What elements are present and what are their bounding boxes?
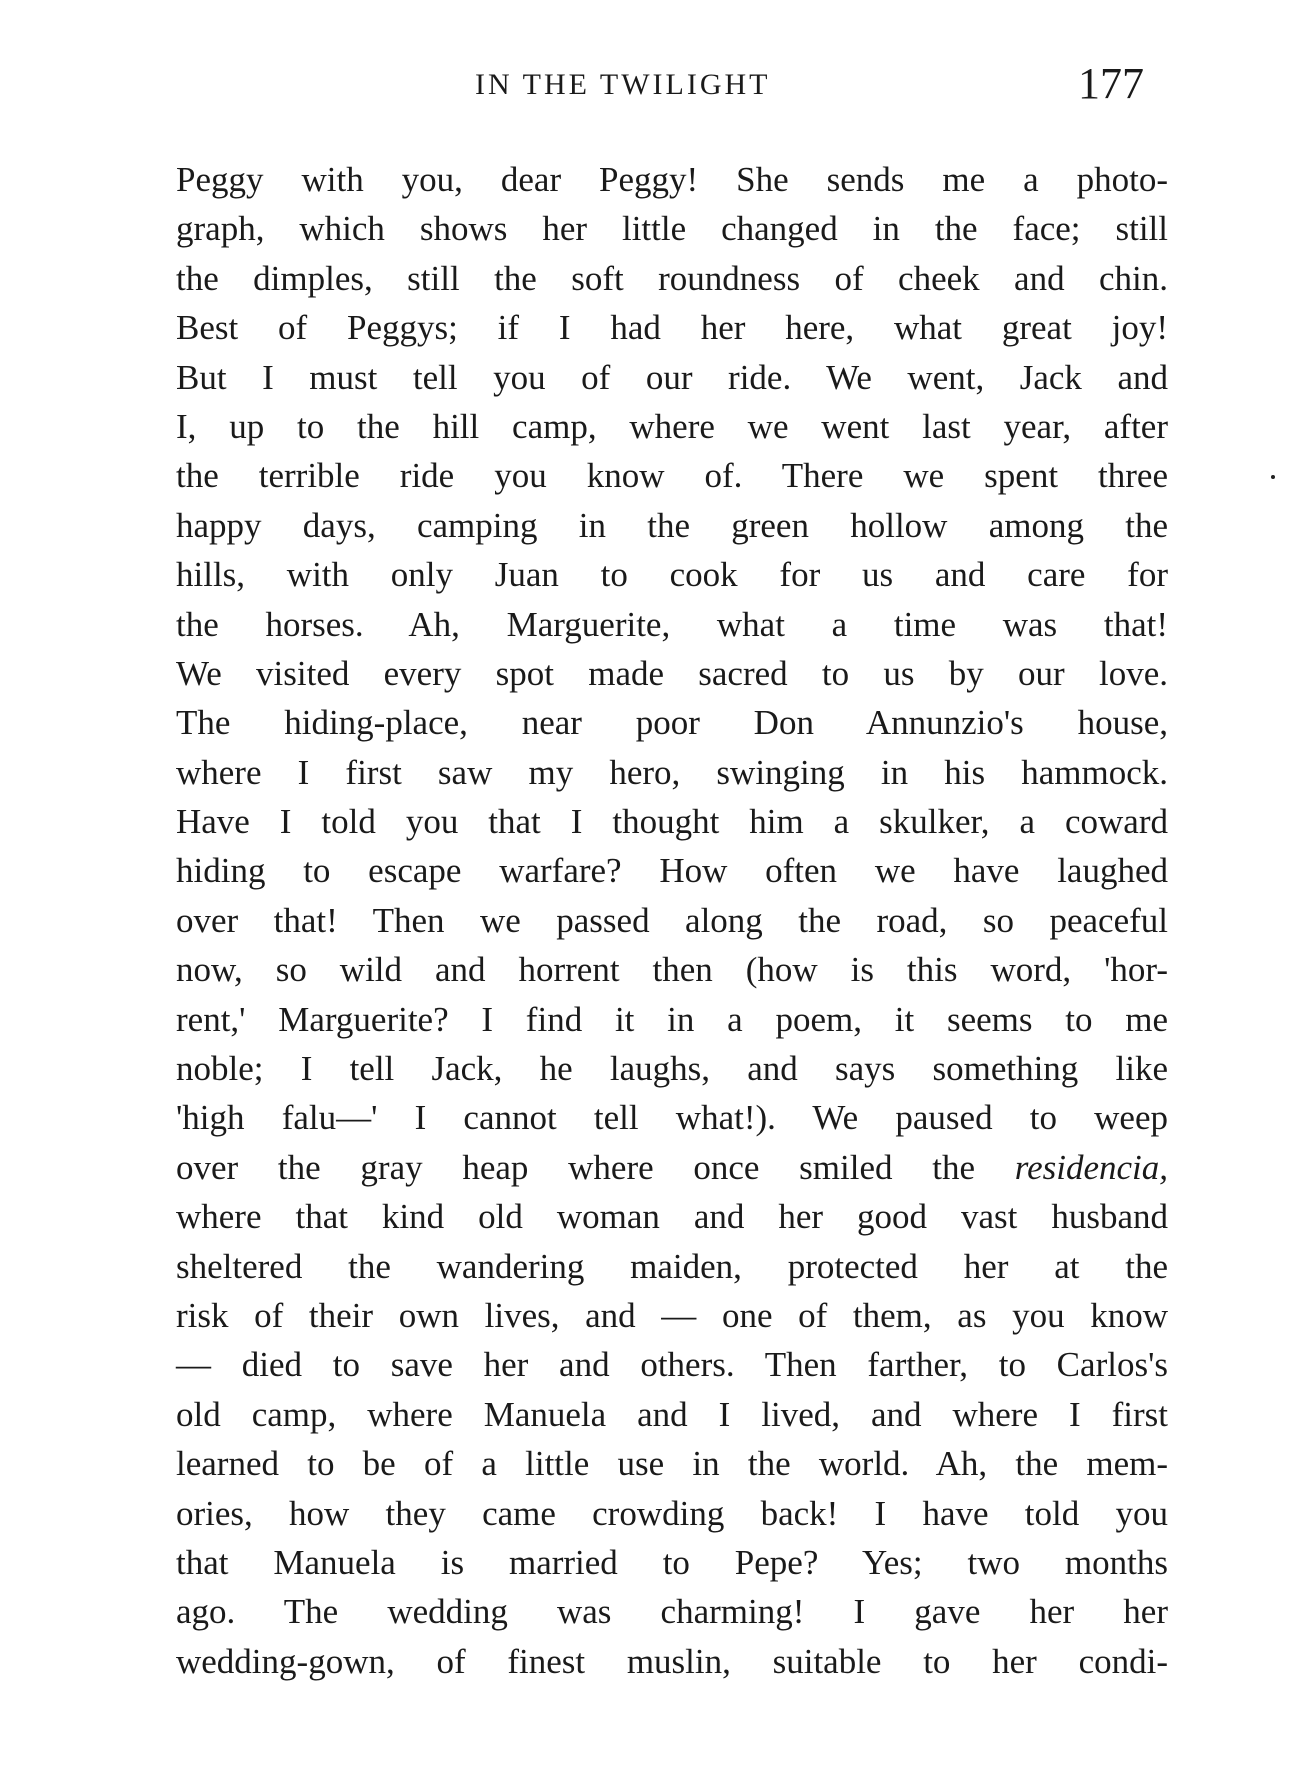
text-line: But I must tell you of our ride. We went, Jack and xyxy=(176,357,1168,397)
text-line: 'high falu—' I cannot tell what!). We paused to weep xyxy=(176,1098,1168,1138)
text-line: that Manuela is married to Pepe? Yes; two months xyxy=(176,1542,1168,1582)
text-segment: over the gray heap where once smiled the xyxy=(176,1147,1015,1187)
text-line: hills, with only Juan to cook for us and care for xyxy=(176,555,1168,595)
running-title: IN THE TWILIGHT xyxy=(475,68,771,101)
text-line: noble; I tell Jack, he laughs, and says something like xyxy=(176,1049,1168,1089)
ink-speck xyxy=(1271,475,1275,479)
text-line: where I first saw my hero, swinging in his hammock. xyxy=(176,752,1168,792)
text-line: Best of Peggys; if I had her here, what great joy! xyxy=(176,308,1168,348)
text-line: the terrible ride you know of. There we spent three xyxy=(176,456,1168,496)
body-text xyxy=(176,155,1168,1686)
text-line: the dimples, still the soft roundness of cheek and chin. xyxy=(176,258,1168,298)
text-line: old camp, where Manuela and I lived, and where I first xyxy=(176,1394,1168,1434)
italic-word: residencia, xyxy=(1014,1147,1168,1187)
text-line: learned to be of a little use in the world. Ah, the mem- xyxy=(176,1444,1168,1484)
text-line: wedding-gown, of finest muslin, suitable to her condi- xyxy=(176,1641,1168,1681)
text-line: — died to save her and others. Then farther, to Carlos's xyxy=(176,1345,1168,1385)
text-line: ago. The wedding was charming! I gave her her xyxy=(176,1592,1168,1632)
text-line: sheltered the wandering maiden, protected her at the xyxy=(176,1246,1168,1286)
text-line: graph, which shows her little changed in the face; still xyxy=(176,209,1168,249)
page-number: 177 xyxy=(1078,59,1144,108)
text-line: Peggy with you, dear Peggy! She sends me a photo- xyxy=(176,160,1168,199)
text-line: The hiding-place, near poor Don Annunzio's house, xyxy=(176,703,1168,743)
text-line-with-italic xyxy=(176,1143,1168,1192)
running-head xyxy=(0,58,1312,118)
text-line: ories, how they came crowding back! I have told you xyxy=(176,1493,1168,1533)
text-line: the horses. Ah, Marguerite, what a time was that! xyxy=(176,604,1168,644)
text-line: I, up to the hill camp, where we went last year, after xyxy=(176,406,1168,446)
text-line: happy days, camping in the green hollow among the xyxy=(176,505,1168,545)
text-line: hiding to escape warfare? How often we have laughed xyxy=(176,851,1168,891)
text-line: now, so wild and horrent then (how is this word, 'hor- xyxy=(176,950,1168,990)
text-line: risk of their own lives, and — one of them, as you know xyxy=(176,1295,1168,1335)
text-line: rent,' Marguerite? I find it in a poem, it seems to me xyxy=(176,999,1168,1039)
text-line: Have I told you that I thought him a skulker, a coward xyxy=(176,802,1168,842)
text-line: We visited every spot made sacred to us by our love. xyxy=(176,653,1168,693)
text-line: over that! Then we passed along the road, so peaceful xyxy=(176,900,1168,940)
text-line: where that kind old woman and her good vast husband xyxy=(176,1197,1168,1237)
